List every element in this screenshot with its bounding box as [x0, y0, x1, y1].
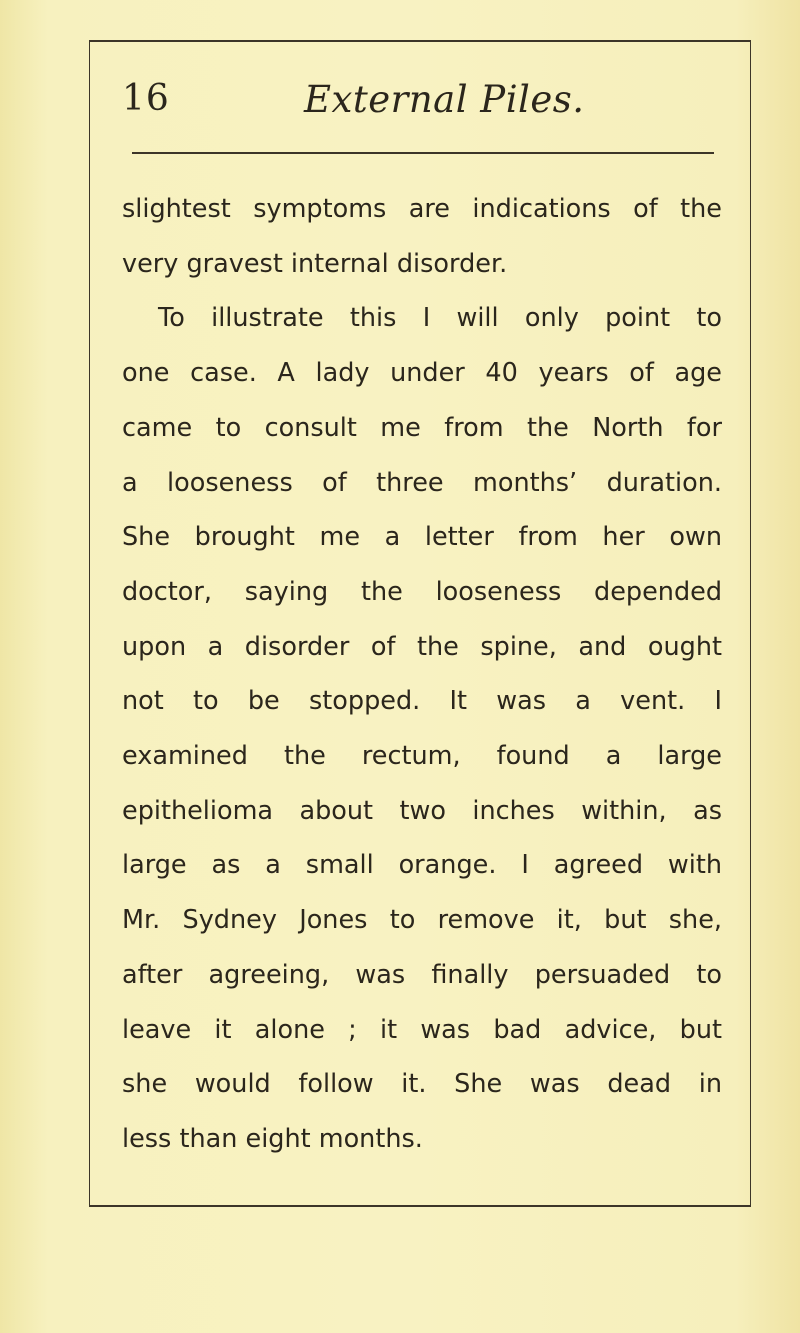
paragraph-start-line: To illustrate this I will only point to: [158, 303, 722, 334]
text-line: very gravest internal disorder.: [122, 248, 508, 279]
text-line: Mr. Sydney Jones to remove it, but she,: [122, 905, 722, 936]
text-line: a looseness of three months’ duration.: [122, 467, 722, 498]
running-title: External Piles.: [304, 78, 585, 121]
text-line: she would follow it. She was dead in: [122, 1069, 722, 1100]
text-line: She brought me a letter from her own: [122, 522, 722, 553]
page-number: 16: [122, 78, 170, 119]
page-header: [0, 52, 800, 132]
text-line: came to consult me from the North for: [122, 412, 722, 443]
text-line: doctor, saying the looseness depended: [122, 576, 722, 607]
text-line: slightest symptoms are indications of the: [122, 194, 722, 224]
text-line: leave it alone ; it was bad advice, but: [122, 1014, 722, 1045]
text-line: not to be stopped. It was a vent. I: [122, 686, 722, 717]
text-line: epithelioma about two inches within, as: [122, 795, 722, 826]
text-line: large as a small orange. I agreed with: [122, 850, 722, 881]
text-line: upon a disorder of the spine, and ought: [122, 631, 722, 662]
text-line: examined the rectum, found a large: [122, 741, 722, 771]
header-rule: [132, 152, 714, 154]
text-line: one case. A lady under 40 years of age: [122, 358, 722, 389]
text-line: less than eight months.: [122, 1123, 423, 1154]
text-line: after agreeing, was finally persuaded to: [122, 959, 722, 990]
